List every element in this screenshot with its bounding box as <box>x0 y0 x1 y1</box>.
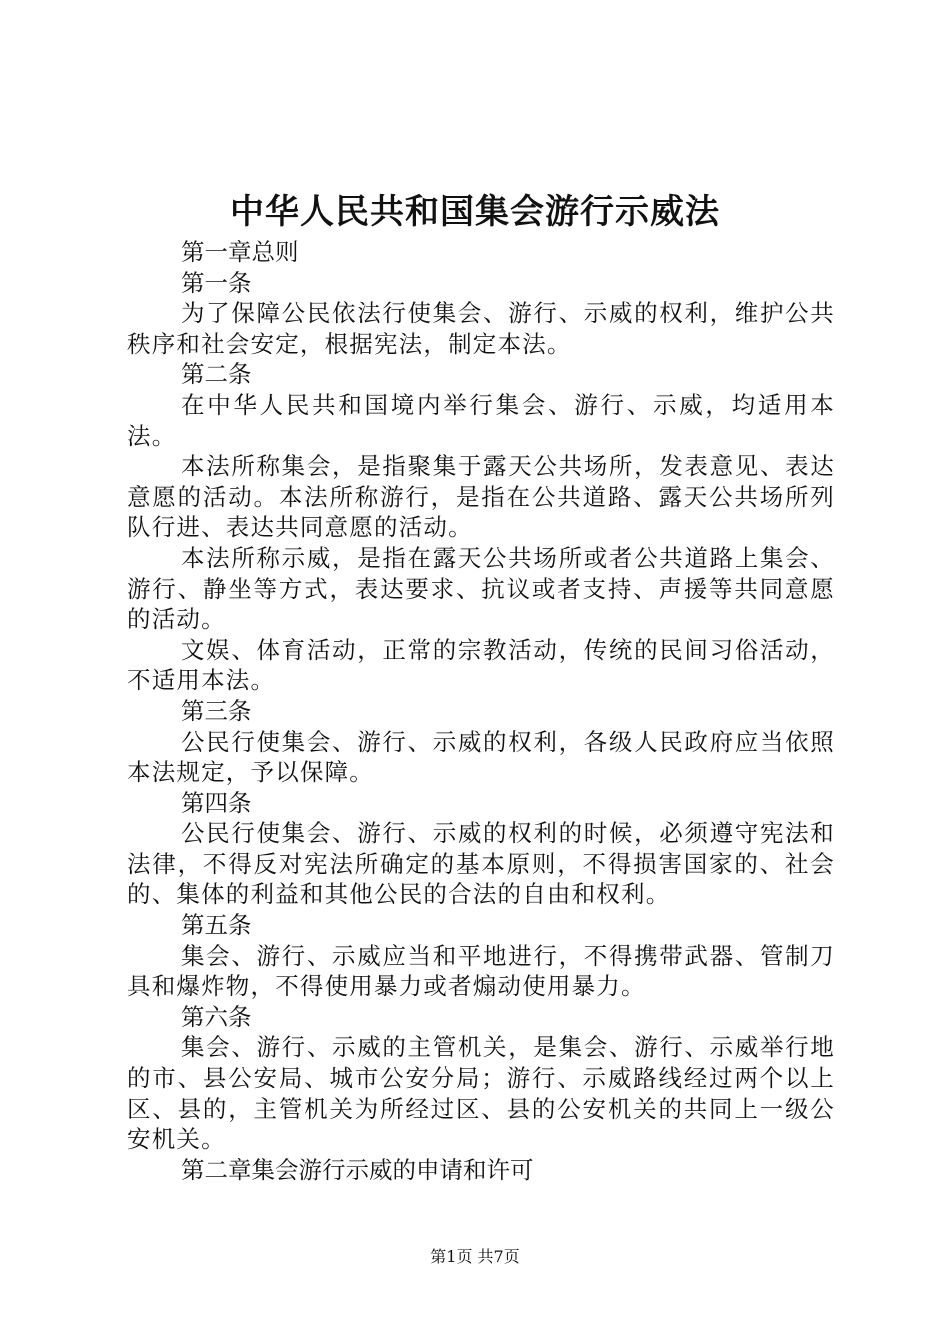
article-heading: 第三条 <box>181 696 252 725</box>
paragraph: 公民行使集会、游行、示威的权利的时候，必须遵守宪法和法律，不得反对宪法所确定的基本原则，不得损害国家的、社会的、集体的利益和其他公民的合法的自由和权利。 <box>127 819 835 909</box>
article-heading: 第一章总则 <box>181 238 299 266</box>
document-title: 中华人民共和国集会游行示威法 <box>230 192 720 232</box>
article-heading: 第五条 <box>181 911 252 940</box>
article-heading: 第一条 <box>181 268 252 297</box>
paragraph: 集会、游行、示威的主管机关，是集会、游行、示威举行地的市、县公安局、城市公安分局；游行、示威路线经过两个以上区、县的，主管机关为所经过区、县的公安机关的共同上一级公安机关。 <box>127 1033 835 1154</box>
paragraph: 本法所称示威，是指在露天公共场所或者公共道路上集会、游行、静坐等方式，表达要求、抗议或者支持、声援等共同意愿的活动。 <box>127 543 835 634</box>
paragraph: 公民行使集会、游行、示威的权利，各级人民政府应当依照本法规定，予以保障。 <box>127 727 835 787</box>
article-heading: 第二章集会游行示威的申请和许可 <box>181 1155 534 1184</box>
document-body <box>127 237 835 1185</box>
article-heading: 第四条 <box>181 788 252 817</box>
article-heading: 第二条 <box>181 360 252 389</box>
article-heading: 第六条 <box>181 1002 252 1031</box>
paragraph: 在中华人民共和国境内举行集会、游行、示威，均适用本法。 <box>127 390 835 450</box>
paragraph: 文娱、体育活动，正常的宗教活动，传统的民间习俗活动，不适用本法。 <box>127 635 835 695</box>
paragraph: 集会、游行、示威应当和平地进行，不得携带武器、管制刀具和爆炸物，不得使用暴力或者煽动使用暴力。 <box>127 941 835 1001</box>
paragraph: 本法所称集会，是指聚集于露天公共场所，发表意见、表达意愿的活动。本法所称游行，是指在公共道路、露天公共场所列队行进、表达共同意愿的活动。 <box>127 452 835 542</box>
page-number: 第1页 共7页 <box>430 1247 520 1266</box>
paragraph: 为了保障公民依法行使集会、游行、示威的权利，维护公共秩序和社会安定，根据宪法，制定本法。 <box>127 299 835 358</box>
